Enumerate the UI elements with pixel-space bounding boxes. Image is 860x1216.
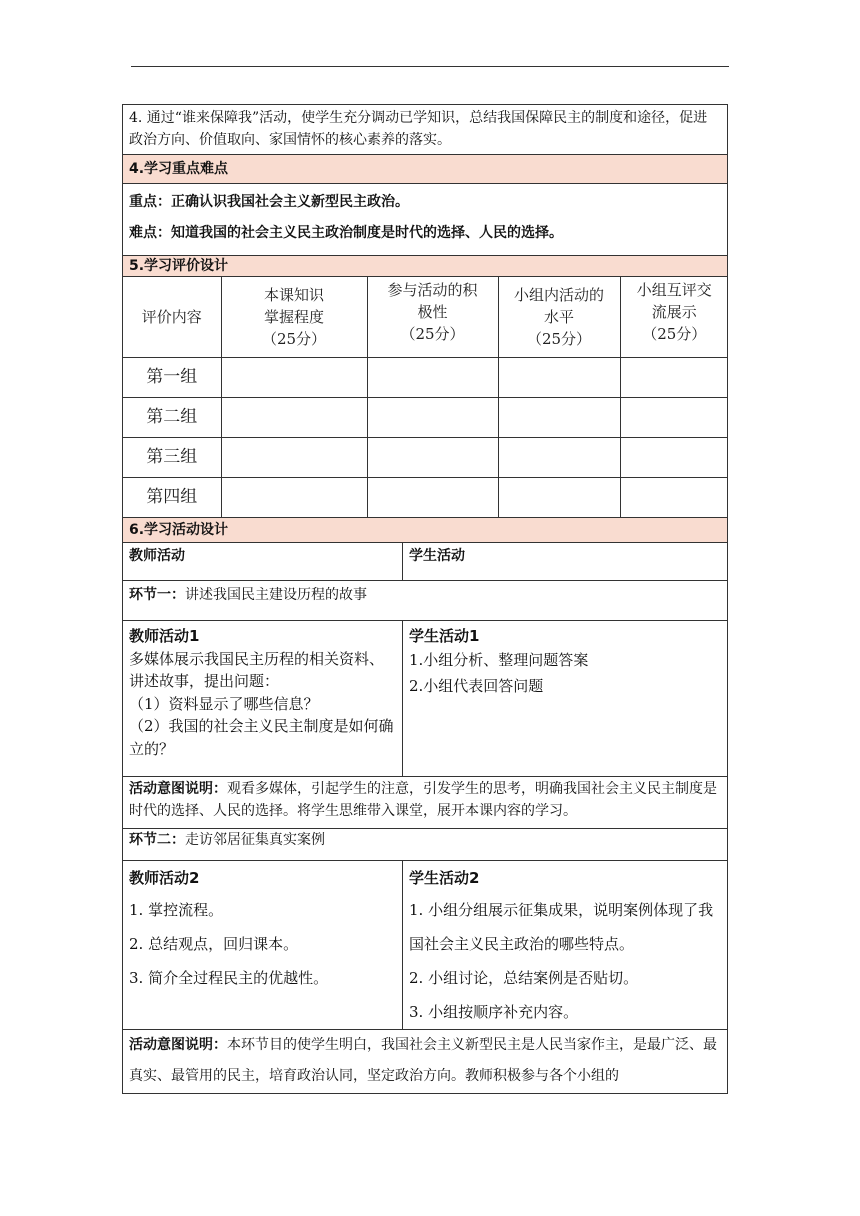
score-cell xyxy=(620,397,728,437)
teacher-activity-1-line: 多媒体展示我国民主历程的相关资料、讲述故事，提出问题： xyxy=(129,649,385,690)
section4-content-row xyxy=(123,184,728,256)
lesson-plan-table xyxy=(122,104,728,1094)
group-label: 第二组 xyxy=(123,397,221,437)
teacher-activity-2-line: 3. 简介全过程民主的优越性。 xyxy=(129,969,329,987)
teacher-activity-1-line: （1）资料显示了哪些信息？ xyxy=(129,694,319,713)
intent-text: 本环节目的使学生明白，我国社会主义新型民主是人民当家作主，是最广泛、最真实、最管用的民主，培育政治认同，坚定政治方向。教师积极参与各个小组的 xyxy=(129,1037,717,1084)
stage2-intent xyxy=(123,1030,728,1094)
teacher-activity-2-line: 1. 掌控流程。 xyxy=(129,901,224,919)
student-activity-2 xyxy=(403,861,728,1030)
header-rule xyxy=(131,66,729,67)
teacher-activity-2-title: 教师活动2 xyxy=(129,869,200,887)
student-activity-2-line: 2. 小组讨论，总结案例是否贴切。 xyxy=(409,969,639,987)
intent-label: 活动意图说明： xyxy=(129,781,227,797)
teacher-activity-header: 教师活动 xyxy=(123,543,403,581)
section5-title: 5.学习评价设计 xyxy=(123,256,728,277)
eval-header-knowledge: 本课知识 掌握程度 （25分） xyxy=(221,277,367,357)
score-cell xyxy=(498,477,620,517)
score-cell xyxy=(367,397,498,437)
stage1-intent xyxy=(123,777,728,829)
stage1-activity-row xyxy=(123,621,728,777)
student-activity-1 xyxy=(403,621,728,777)
eval-header-participation: 参与活动的积 极性 （25分） xyxy=(367,277,498,357)
group-row xyxy=(123,477,728,517)
score-cell xyxy=(221,397,367,437)
student-activity-2-line: 1. 小组分组展示征集成果，说明案例体现了我国社会主义民主政治的哪些特点。 xyxy=(409,901,714,953)
teacher-activity-1 xyxy=(123,621,403,777)
stage2-title-row xyxy=(123,829,728,861)
stage1-title-row xyxy=(123,581,728,621)
stage1-intent-row xyxy=(123,777,728,829)
group-row xyxy=(123,357,728,397)
stage1-title: 讲述我国民主建设历程的故事 xyxy=(185,587,367,603)
eval-header-content: 评价内容 xyxy=(123,277,221,357)
score-cell xyxy=(367,437,498,477)
eval-header-group-level: 小组内活动的 水平 （25分） xyxy=(498,277,620,357)
group-label: 第一组 xyxy=(123,357,221,397)
stage2-title: 走访邻居征集真实案例 xyxy=(185,832,325,848)
student-activity-header: 学生活动 xyxy=(403,543,728,581)
section5-header-row xyxy=(123,256,728,277)
objective-4: 4. 通过“谁来保障我”活动，使学生充分调动已学知识，总结我国保障民主的制度和途径，促进政治方向、价值取向、家国情怀的核心素养的落实。 xyxy=(123,105,728,155)
difficulty: 难点：知道我国的社会主义民主政治制度是时代的选择、人民的选择。 xyxy=(129,225,563,241)
stage2-activity-row xyxy=(123,861,728,1030)
teacher-activity-2-line: 2. 总结观点，回归课本。 xyxy=(129,935,299,953)
teacher-activity-1-title: 教师活动1 xyxy=(129,627,200,645)
score-cell xyxy=(221,437,367,477)
evaluation-row xyxy=(123,277,728,518)
score-cell xyxy=(620,437,728,477)
stage2-intent-row xyxy=(123,1030,728,1094)
group-label: 第三组 xyxy=(123,437,221,477)
group-row xyxy=(123,437,728,477)
section4-header-row xyxy=(123,155,728,184)
score-cell xyxy=(620,357,728,397)
score-cell xyxy=(221,357,367,397)
group-label: 第四组 xyxy=(123,477,221,517)
section4-title: 4.学习重点难点 xyxy=(123,155,728,184)
student-activity-1-title: 学生活动1 xyxy=(409,627,480,645)
score-cell xyxy=(498,437,620,477)
intent-text: 观看多媒体，引起学生的注意，引发学生的思考，明确我国社会主义民主制度是时代的选择、人民的选择。将学生思维带入课堂，展开本课内容的学习。 xyxy=(129,781,717,819)
intent-label: 活动意图说明： xyxy=(129,1037,227,1053)
score-cell xyxy=(367,357,498,397)
student-activity-1-line: 1.小组分析、整理问题答案 xyxy=(409,651,589,669)
stage1-label: 环节一： xyxy=(129,587,185,603)
section6-title: 6.学习活动设计 xyxy=(123,518,728,543)
eval-header-peer-review: 小组互评交 流展示 （25分） xyxy=(620,277,728,357)
teacher-activity-2 xyxy=(123,861,403,1030)
student-activity-2-line: 3. 小组按顺序补充内容。 xyxy=(409,1003,579,1021)
student-activity-1-line: 2.小组代表回答问题 xyxy=(409,677,544,695)
evaluation-header-row xyxy=(123,277,728,357)
score-cell xyxy=(498,357,620,397)
student-activity-2-title: 学生活动2 xyxy=(409,869,480,887)
group-row xyxy=(123,397,728,437)
score-cell xyxy=(620,477,728,517)
score-cell xyxy=(498,397,620,437)
score-cell xyxy=(367,477,498,517)
teacher-activity-1-line: （2）我国的社会主义民主制度是如何确立的？ xyxy=(129,717,394,758)
score-cell xyxy=(221,477,367,517)
evaluation-table xyxy=(123,277,728,517)
activity-header-row xyxy=(123,543,728,581)
section6-header-row xyxy=(123,518,728,543)
objective-row xyxy=(123,105,728,155)
stage2-label: 环节二： xyxy=(129,832,185,848)
key-point: 重点：正确认识我国社会主义新型民主政治。 xyxy=(129,194,409,210)
